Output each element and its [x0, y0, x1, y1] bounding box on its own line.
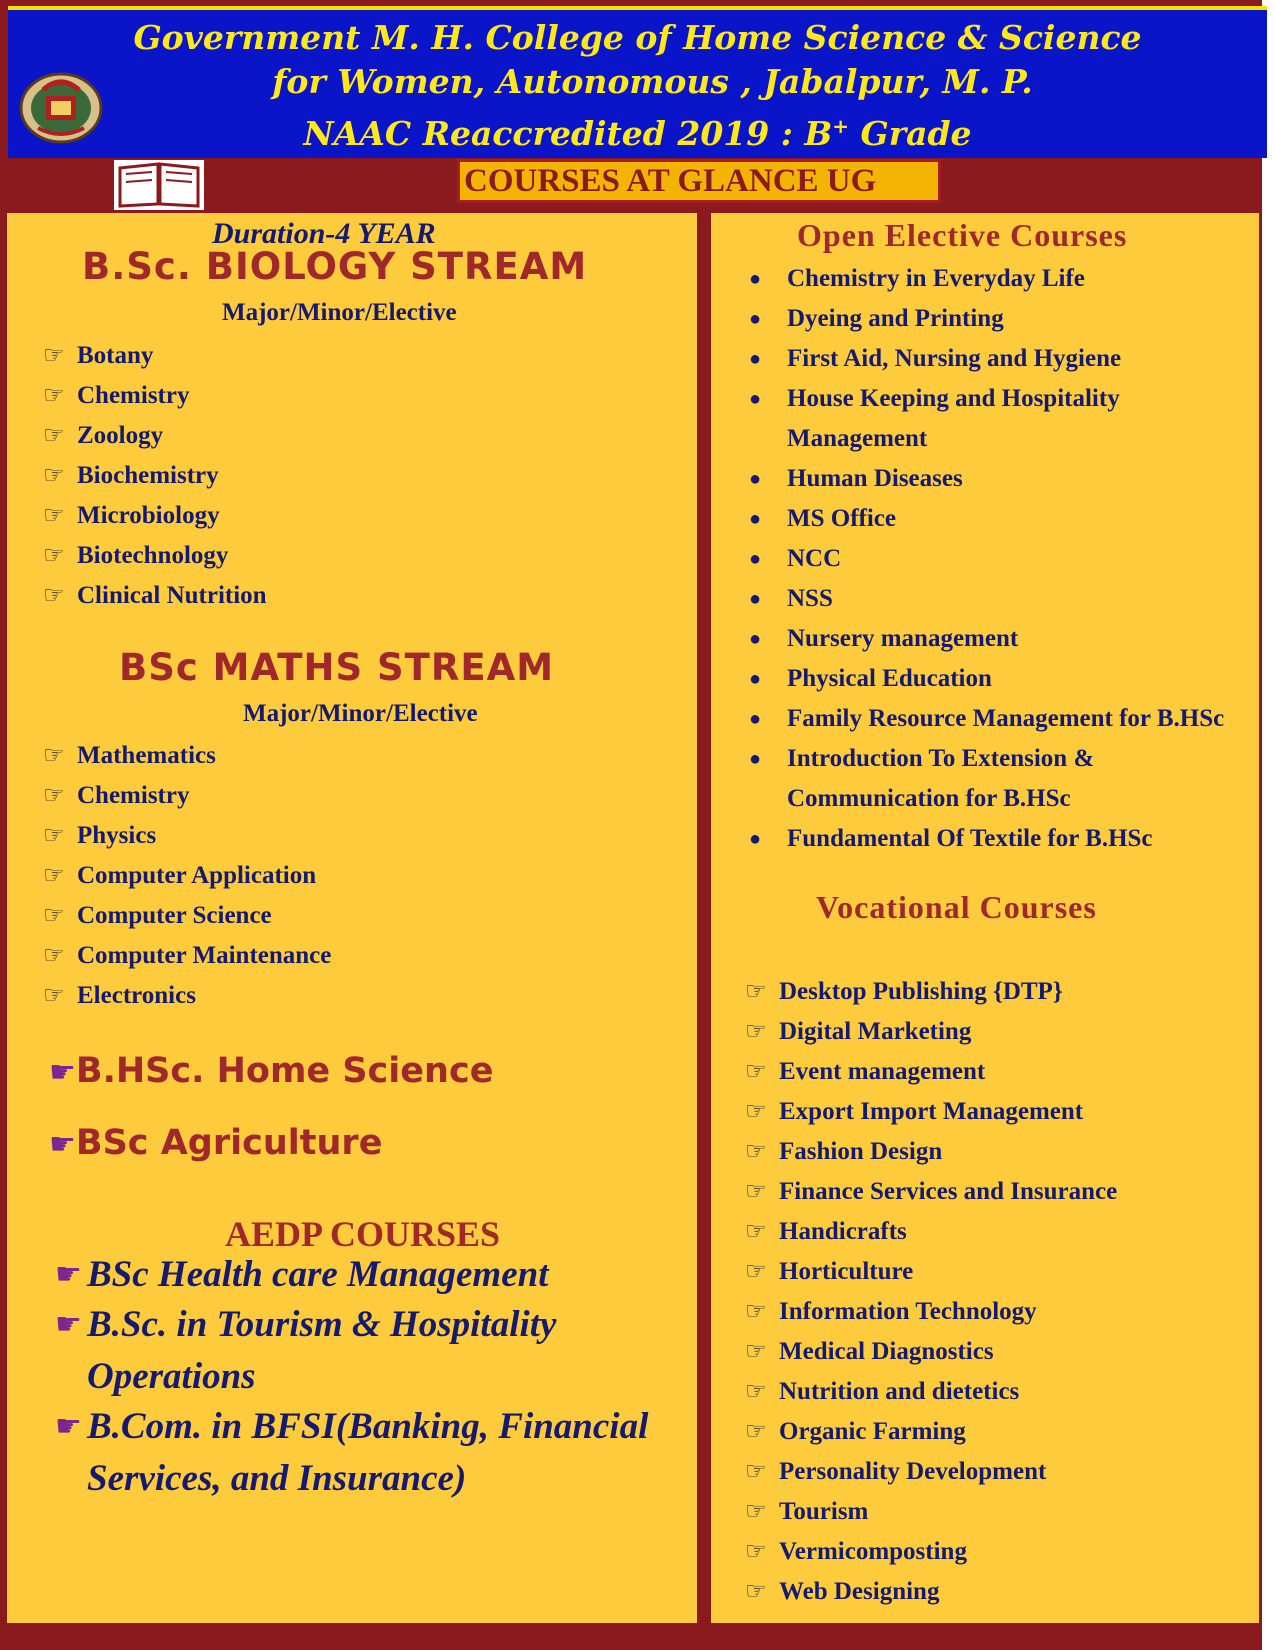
- pointing-hand-icon: ☞: [745, 1177, 767, 1205]
- list-item: [43, 335, 267, 375]
- list-item: [745, 1571, 1117, 1611]
- list-item-label: Nursery management: [787, 625, 1019, 652]
- list-item: [745, 619, 1255, 659]
- list-item-label: Dyeing and Printing: [787, 305, 1004, 332]
- list-item: [745, 579, 1255, 619]
- list-item: [745, 1491, 1117, 1531]
- list-item: [745, 739, 1255, 819]
- pointing-fist-icon: ☛: [55, 1409, 82, 1444]
- list-item-label: Personality Development: [779, 1458, 1047, 1485]
- list-item: [745, 971, 1117, 1011]
- bullet-dot-icon: ●: [749, 628, 762, 650]
- courses-banner: COURSES AT GLANCE UG: [457, 159, 941, 203]
- list-item-label: Chemistry in Everyday Life: [787, 265, 1085, 292]
- bullet-dot-icon: ●: [749, 468, 762, 490]
- college-seal-icon: [18, 68, 104, 144]
- pointing-hand-icon: ☞: [43, 821, 65, 849]
- bullet-dot-icon: ●: [749, 748, 762, 770]
- pointing-hand-icon: ☞: [745, 1057, 767, 1085]
- pointing-hand-icon: ☞: [745, 1017, 767, 1045]
- left-panel: [7, 213, 697, 1623]
- bullet-dot-icon: ●: [749, 668, 762, 690]
- list-item-label: Biochemistry: [77, 462, 219, 489]
- list-item: [745, 1091, 1117, 1131]
- list-item: [43, 455, 267, 495]
- bullet-dot-icon: ●: [749, 548, 762, 570]
- list-item-label: Chemistry: [77, 382, 190, 409]
- list-item: [745, 819, 1255, 859]
- list-item: [745, 1051, 1117, 1091]
- list-item-label: Information Technology: [779, 1298, 1037, 1325]
- list-item-label: Web Designing: [779, 1578, 940, 1605]
- list-item: [745, 299, 1255, 339]
- biology-stream-subtitle: Major/Minor/Elective: [222, 299, 457, 326]
- list-item-label: Finance Services and Insurance: [779, 1178, 1118, 1205]
- course-bsc-agriculture: ☛BSc Agriculture: [49, 1123, 383, 1163]
- aedp-course-item: ☛ B.Com. in BFSI(Banking, Financial Services, and Insurance): [55, 1401, 695, 1505]
- list-item-label: Computer Application: [77, 862, 317, 889]
- open-book-icon: [114, 160, 204, 210]
- aedp-course-item: ☛ B.Sc. in Tourism & Hospitality Operations: [55, 1299, 695, 1403]
- open-elective-list: [745, 259, 1255, 859]
- list-item-label: Vermicomposting: [779, 1538, 967, 1565]
- vocational-course-list: [745, 971, 1117, 1611]
- list-item-label: Electronics: [77, 982, 196, 1009]
- pointing-hand-icon: ☞: [745, 1417, 767, 1445]
- list-item: [745, 699, 1255, 739]
- pointing-hand-icon: ☞: [745, 1097, 767, 1125]
- aedp-course-item: ☛ BSc Health care Management: [55, 1249, 695, 1301]
- biology-subject-list: [43, 335, 267, 615]
- list-item: [745, 1411, 1117, 1451]
- pointing-fist-icon: ☛: [49, 1055, 76, 1090]
- list-item: [43, 375, 267, 415]
- list-item-label: Computer Science: [77, 902, 272, 929]
- list-item: [745, 1291, 1117, 1331]
- list-item-label: Fundamental Of Textile for B.HSc: [787, 825, 1153, 852]
- list-item-label: First Aid, Nursing and Hygiene: [787, 345, 1122, 372]
- list-item: [43, 535, 267, 575]
- bullet-dot-icon: ●: [749, 828, 762, 850]
- list-item-label: Communication for B.HSc: [787, 785, 1071, 812]
- list-item: [745, 459, 1255, 499]
- list-item-label: Tourism: [779, 1498, 869, 1525]
- bullet-dot-icon: ●: [749, 508, 762, 530]
- list-item: [745, 1451, 1117, 1491]
- aedp-courses-title: AEDP COURSES: [225, 1214, 501, 1254]
- pointing-hand-icon: ☞: [43, 461, 65, 489]
- bullet-dot-icon: ●: [749, 348, 762, 370]
- list-item: [43, 815, 331, 855]
- pointing-hand-icon: ☞: [745, 1577, 767, 1605]
- pointing-hand-icon: ☞: [43, 501, 65, 529]
- list-item-label: NSS: [787, 585, 833, 612]
- pointing-hand-icon: ☞: [43, 861, 65, 889]
- list-item-label: Fashion Design: [779, 1138, 943, 1165]
- list-item-label: Nutrition and dietetics: [779, 1378, 1020, 1405]
- list-item-label: Physical Education: [787, 665, 992, 692]
- pointing-hand-icon: ☞: [745, 1457, 767, 1485]
- pointing-fist-icon: ☛: [49, 1127, 76, 1162]
- list-item-label: Export Import Management: [779, 1098, 1084, 1125]
- pointing-hand-icon: ☞: [43, 901, 65, 929]
- pointing-hand-icon: ☞: [745, 1377, 767, 1405]
- list-item-label: Digital Marketing: [779, 1018, 972, 1045]
- pointing-hand-icon: ☞: [43, 981, 65, 1009]
- list-item: [745, 339, 1255, 379]
- right-panel: [711, 213, 1259, 1623]
- pointing-hand-icon: ☞: [745, 1297, 767, 1325]
- list-item: [43, 855, 331, 895]
- list-item-label: MS Office: [787, 505, 896, 532]
- bullet-dot-icon: ●: [749, 268, 762, 290]
- pointing-hand-icon: ☞: [745, 977, 767, 1005]
- pointing-hand-icon: ☞: [745, 1257, 767, 1285]
- pointing-hand-icon: ☞: [745, 1537, 767, 1565]
- duration-label: Duration-4 YEAR: [212, 217, 436, 250]
- list-item-label: Event management: [779, 1058, 986, 1085]
- vocational-courses-title: Vocational Courses: [816, 889, 1097, 925]
- pointing-hand-icon: ☞: [43, 381, 65, 409]
- pointing-hand-icon: ☞: [745, 1217, 767, 1245]
- pointing-hand-icon: ☞: [745, 1337, 767, 1365]
- open-elective-title: Open Elective Courses: [797, 217, 1128, 253]
- list-item-label: Human Diseases: [787, 465, 963, 492]
- list-item-label: Horticulture: [779, 1258, 914, 1285]
- list-item-label: Physics: [77, 822, 157, 849]
- pointing-fist-icon: ☛: [55, 1257, 82, 1292]
- list-item-label: Microbiology: [77, 502, 220, 529]
- list-item-label: Chemistry: [77, 782, 190, 809]
- list-item-label: Mathematics: [77, 742, 216, 769]
- list-item: [745, 1131, 1117, 1171]
- bullet-dot-icon: ●: [749, 708, 762, 730]
- list-item: [43, 495, 267, 535]
- list-item-label: Introduction To Extension &: [787, 745, 1095, 772]
- list-item: [745, 1171, 1117, 1211]
- list-item: [43, 575, 267, 615]
- list-item: [745, 659, 1255, 699]
- list-item: [745, 1211, 1117, 1251]
- pointing-hand-icon: ☞: [43, 941, 65, 969]
- list-item-label: Computer Maintenance: [77, 942, 332, 969]
- list-item-label: Family Resource Management for B.HSc: [787, 705, 1225, 732]
- maths-stream-subtitle: Major/Minor/Elective: [243, 700, 478, 727]
- pointing-hand-icon: ☞: [43, 421, 65, 449]
- list-item-label: Botany: [77, 342, 154, 369]
- list-item: [745, 259, 1255, 299]
- list-item: [43, 775, 331, 815]
- list-item: [43, 735, 331, 775]
- pointing-hand-icon: ☞: [43, 581, 65, 609]
- pointing-hand-icon: ☞: [745, 1137, 767, 1165]
- list-item: [43, 895, 331, 935]
- list-item: [745, 1371, 1117, 1411]
- list-item-label: Biotechnology: [77, 542, 229, 569]
- college-name-line2: for Women, Autonomous , Jabalpur, M. P.: [272, 62, 1033, 101]
- pointing-fist-icon: ☛: [55, 1307, 82, 1342]
- college-header: [8, 6, 1267, 158]
- list-item-label: NCC: [787, 545, 842, 572]
- list-item-label: Management: [787, 425, 928, 452]
- bullet-dot-icon: ●: [749, 588, 762, 610]
- college-name-line1: Government M. H. College of Home Science & Science: [133, 18, 1142, 57]
- biology-stream-title: B.Sc. BIOLOGY STREAM: [82, 245, 588, 288]
- list-item: [745, 1251, 1117, 1291]
- pointing-hand-icon: ☞: [43, 541, 65, 569]
- list-item-label: Organic Farming: [779, 1418, 966, 1445]
- list-item: [745, 499, 1255, 539]
- list-item-label: Handicrafts: [779, 1218, 907, 1245]
- list-item: [745, 1011, 1117, 1051]
- bullet-dot-icon: ●: [749, 308, 762, 330]
- list-item: [745, 1531, 1117, 1571]
- pointing-hand-icon: ☞: [745, 1497, 767, 1525]
- naac-accreditation: NAAC Reaccredited 2019 : B+ Grade: [303, 114, 972, 153]
- maths-subject-list: [43, 735, 331, 1015]
- list-item-label: Desktop Publishing {DTP}: [779, 978, 1063, 1005]
- list-item: [745, 1331, 1117, 1371]
- list-item-label: House Keeping and Hospitality: [787, 385, 1120, 412]
- list-item: [43, 935, 331, 975]
- list-item: [745, 379, 1255, 459]
- pointing-hand-icon: ☞: [43, 741, 65, 769]
- pointing-hand-icon: ☞: [43, 341, 65, 369]
- list-item-label: Clinical Nutrition: [77, 582, 267, 609]
- list-item: [745, 539, 1255, 579]
- course-bhsc-home-science: ☛B.HSc. Home Science: [49, 1051, 494, 1091]
- list-item-label: Medical Diagnostics: [779, 1338, 994, 1365]
- list-item: [43, 415, 267, 455]
- pointing-hand-icon: ☞: [43, 781, 65, 809]
- list-item: [43, 975, 331, 1015]
- maths-stream-title: BSc MATHS STREAM: [119, 646, 555, 689]
- list-item-label: Zoology: [77, 422, 164, 449]
- bullet-dot-icon: ●: [749, 388, 762, 410]
